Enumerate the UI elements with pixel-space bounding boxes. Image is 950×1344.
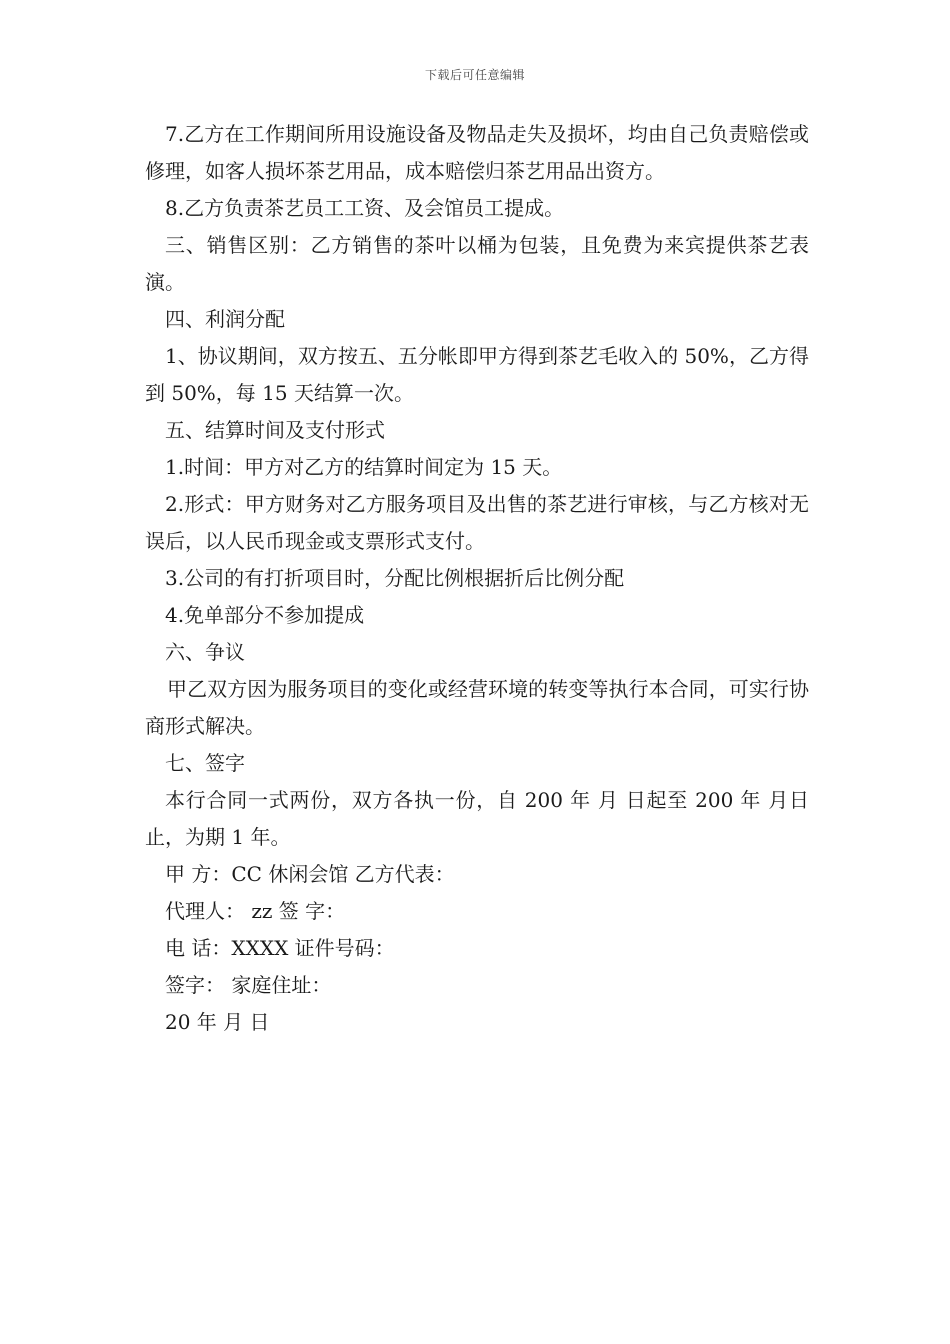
contract-body bbox=[145, 116, 809, 1041]
signature-address-line: 签字： 家庭住址： bbox=[165, 973, 332, 997]
signature-phone-line: 电 话：XXXX 证件号码： bbox=[165, 936, 395, 960]
section-5-item-1: 1.时间：甲方对乙方的结算时间定为 15 天。 bbox=[165, 455, 563, 479]
section-7-heading: 七、签字 bbox=[165, 751, 245, 775]
section-7-body: 本行合同一式两份，双方各执一份，自 200 年 月 日起至 200 年 月日止，为期 1 年。 bbox=[145, 788, 809, 849]
signature-date-line: 20 年 月 日 bbox=[165, 1010, 270, 1034]
section-4-heading: 四、利润分配 bbox=[165, 307, 285, 331]
section-5-item-3: 3.公司的有打折项目时，分配比例根据折后比例分配 bbox=[165, 566, 625, 590]
section-6-heading: 六、争议 bbox=[165, 640, 245, 664]
signature-agent-line: 代理人： zz 签 字： bbox=[165, 899, 346, 923]
clause-7-liability: 7.乙方在工作期间所用设施设备及物品走失及损坏，均由自己负责赔偿或修理，如客人损坏茶艺用品，成本赔偿归茶艺用品出资方。 bbox=[145, 122, 809, 183]
section-5-heading: 五、结算时间及支付形式 bbox=[165, 418, 385, 442]
clause-8-wages: 8.乙方负责茶艺员工工资、及会馆员工提成。 bbox=[165, 196, 565, 220]
section-6-body: 甲乙双方因为服务项目的变化或经营环境的转变等执行本合同，可实行协商形式解决。 bbox=[145, 677, 809, 738]
section-5-item-4: 4.免单部分不参加提成 bbox=[165, 603, 365, 627]
header-note: 下载后可任意编辑 bbox=[424, 68, 525, 82]
section-3-sales: 三、销售区别：乙方销售的茶叶以桶为包装，且免费为来宾提供茶艺表演。 bbox=[145, 233, 809, 294]
section-5-item-2: 2.形式：甲方财务对乙方服务项目及出售的茶艺进行审核，与乙方核对无误后，以人民币现金或支票形式支付。 bbox=[145, 492, 809, 553]
signature-party-line: 甲 方：CC 休闲会馆 乙方代表： bbox=[165, 862, 455, 886]
section-4-item-1: 1、协议期间，双方按五、五分帐即甲方得到茶艺毛收入的 50%，乙方得到 50%，每 15 天结算一次。 bbox=[145, 344, 809, 405]
